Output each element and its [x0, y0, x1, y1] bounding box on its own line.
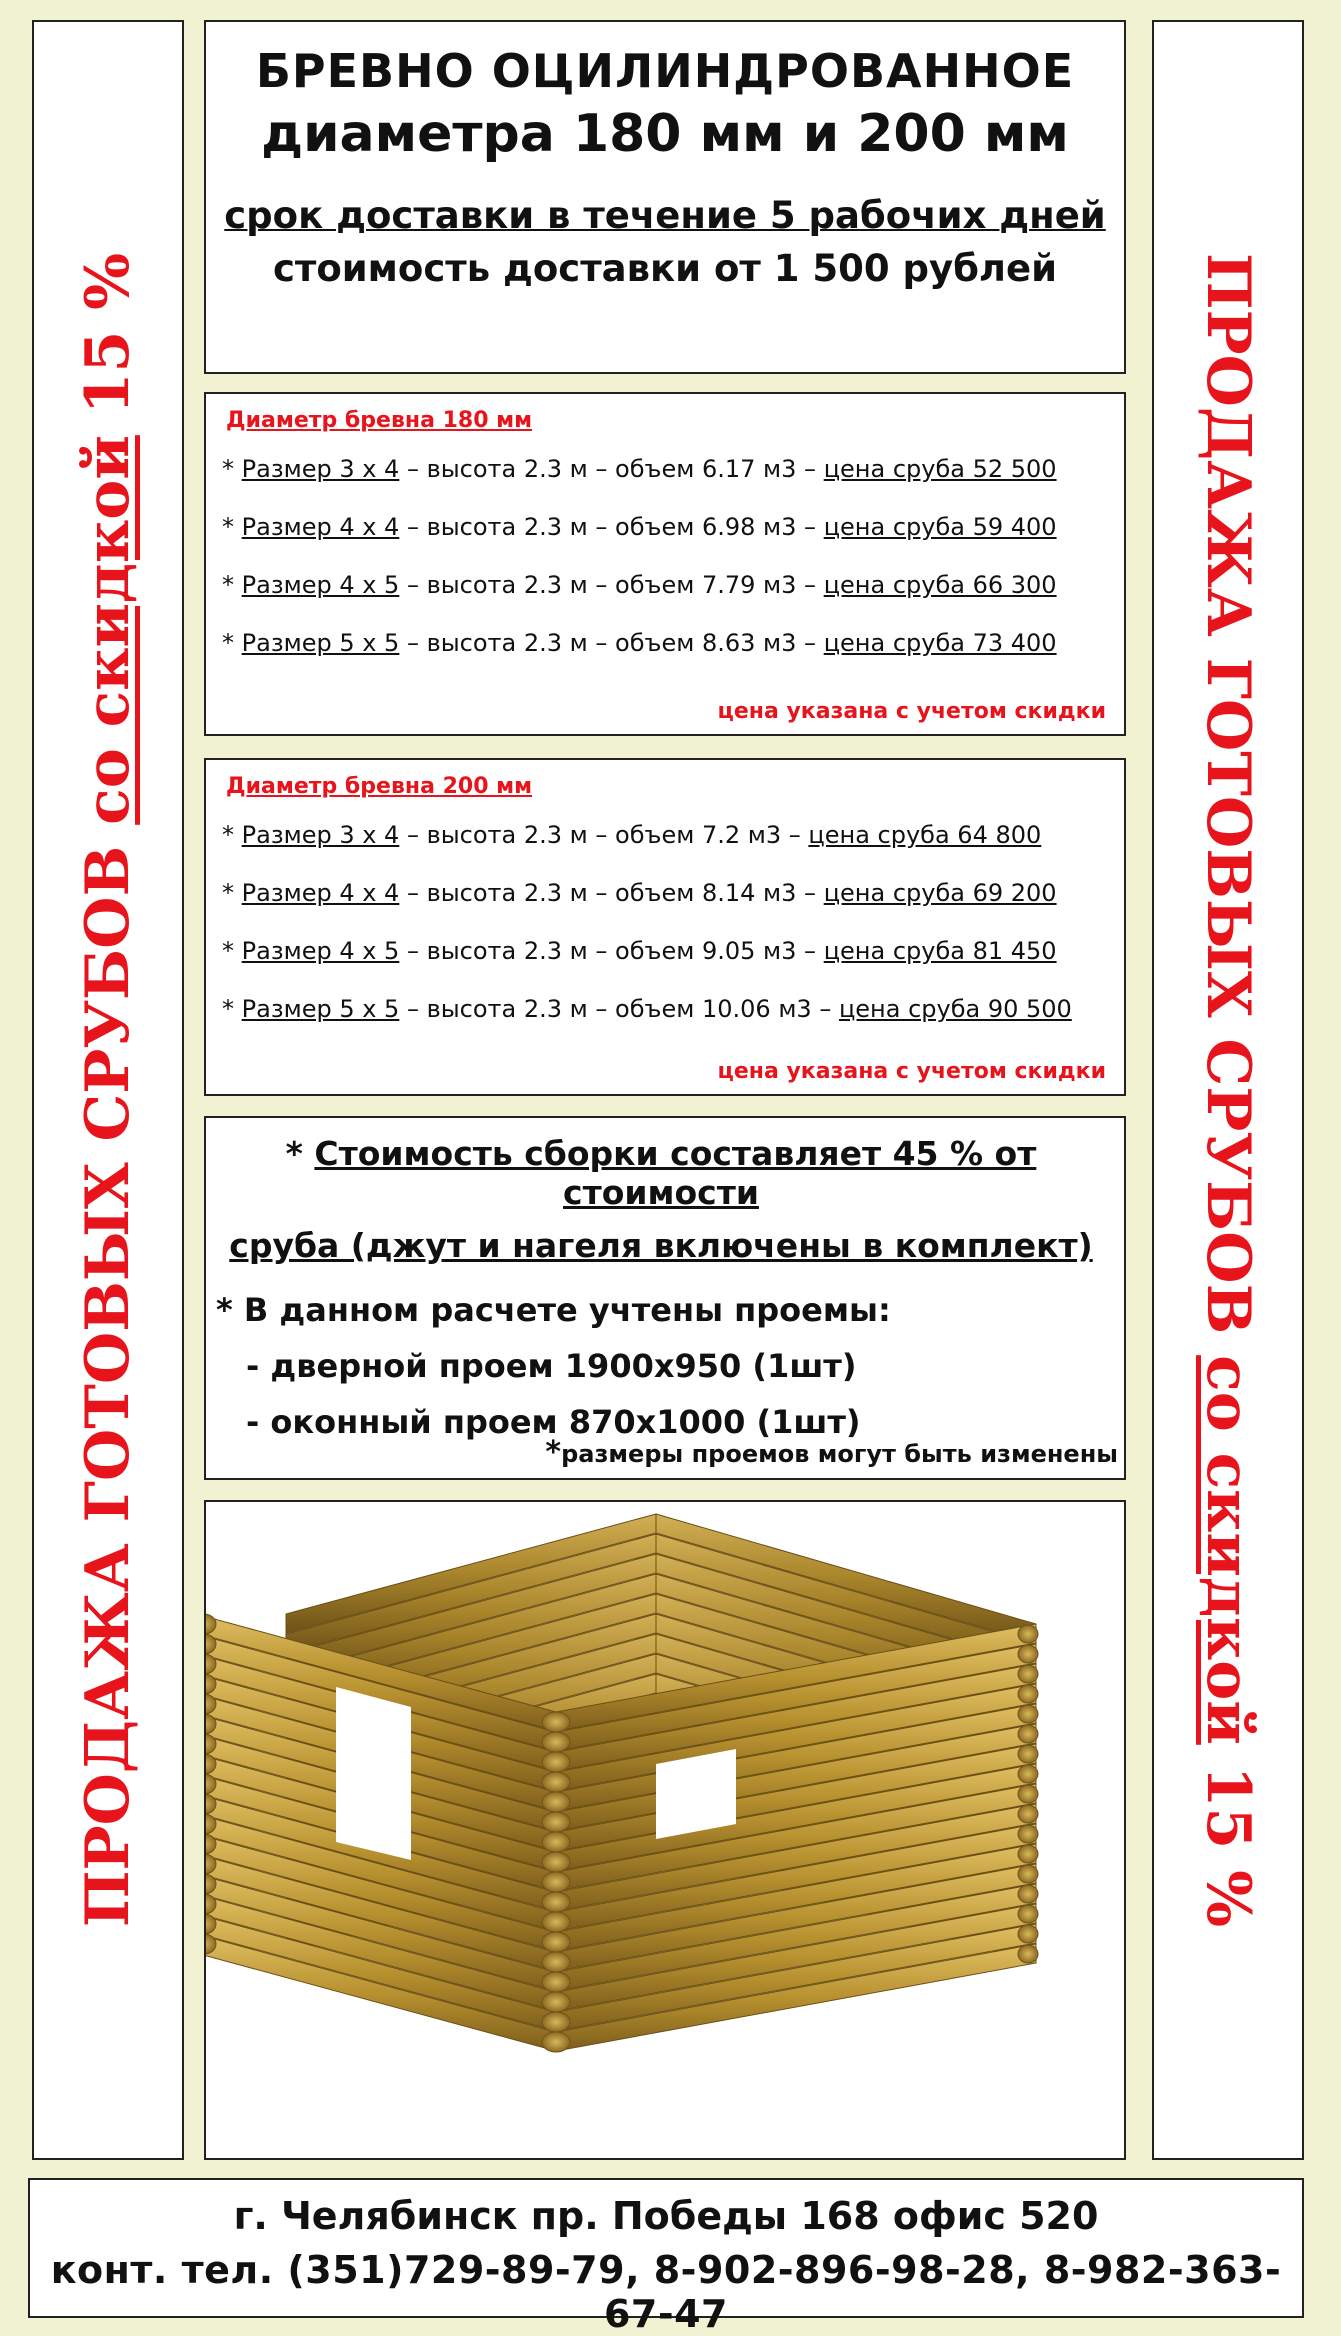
box-title-200: Диаметр бревна 200 мм [226, 774, 533, 799]
phones: конт. тел. (351)729-89-79, 8-902-896-98-28, 8-982-363-67-47 [50, 2248, 1282, 2336]
price-row: * Размер 5 х 5 – высота 2.3 м – объем 10.06 м3 – цена сруба 90 500 [222, 995, 1072, 1023]
left-promo-text: ПРОДАЖА ГОТОВЫХ СРУБОВ со скидкой 15 % [73, 252, 143, 1928]
window-opening: - оконный проем 870х1000 (1шт) [246, 1403, 861, 1441]
address: г. Челябинск пр. Победы 168 офис 520 [233, 2194, 1099, 2238]
price-row: * Размер 4 х 4 – высота 2.3 м – объем 8.14 м3 – цена сруба 69 200 [222, 879, 1057, 907]
right-promo-banner [1152, 20, 1304, 2160]
price-row: * Размер 3 х 4 – высота 2.3 м – объем 6.17 м3 – цена сруба 52 500 [222, 455, 1057, 483]
right-promo-text: ПРОДАЖА ГОТОВЫХ СРУБОВ со скидкой 15 % [1193, 252, 1263, 1928]
delivery-cost: стоимость доставки от 1 500 рублей [272, 247, 1058, 290]
discount-note: цена указана с учетом скидки [717, 1059, 1106, 1084]
assembly-info-box [204, 1116, 1126, 1480]
price-row: * Размер 4 х 5 – высота 2.3 м – объем 9.05 м3 – цена сруба 81 450 [222, 937, 1057, 965]
page-subtitle: диаметра 180 мм и 200 мм [261, 104, 1069, 164]
door-opening: - дверной проем 1900х950 (1шт) [246, 1347, 857, 1385]
header-box [204, 20, 1126, 374]
openings-title: * В данном расчете учтены проемы: [216, 1291, 891, 1329]
contacts-footer [28, 2178, 1304, 2336]
box-title-180: Диаметр бревна 180 мм [226, 408, 533, 433]
left-promo-banner [32, 20, 184, 2160]
discount-note: цена указана с учетом скидки [717, 699, 1106, 724]
delivery-time: срок доставки в течение 5 рабочих дней [224, 194, 1106, 237]
price-box-200 [204, 758, 1126, 1096]
page-title: БРЕВНО ОЦИЛИНДРОВАННОЕ [255, 44, 1075, 98]
price-row: * Размер 4 х 4 – высота 2.3 м – объем 6.98 м3 – цена сруба 59 400 [222, 513, 1057, 541]
assembly-cost-line1: * Стоимость сборки составляет 45 % от стоимости [285, 1134, 1037, 1212]
price-row: * Размер 5 х 5 – высота 2.3 м – объем 8.63 м3 – цена сруба 73 400 [222, 629, 1057, 657]
openings-note: *размеры проемов могут быть изменены [545, 1435, 1118, 1470]
assembly-cost-line2: сруба (джут и нагеля включены в комплект) [229, 1226, 1093, 1265]
price-row: * Размер 4 х 5 – высота 2.3 м – объем 7.79 м3 – цена сруба 66 300 [222, 571, 1057, 599]
log-cabin-illustration [204, 1500, 1126, 2160]
price-box-180 [204, 392, 1126, 736]
price-row: * Размер 3 х 4 – высота 2.3 м – объем 7.2 м3 – цена сруба 64 800 [222, 821, 1042, 849]
log-cabin-picture [206, 1502, 1124, 2158]
